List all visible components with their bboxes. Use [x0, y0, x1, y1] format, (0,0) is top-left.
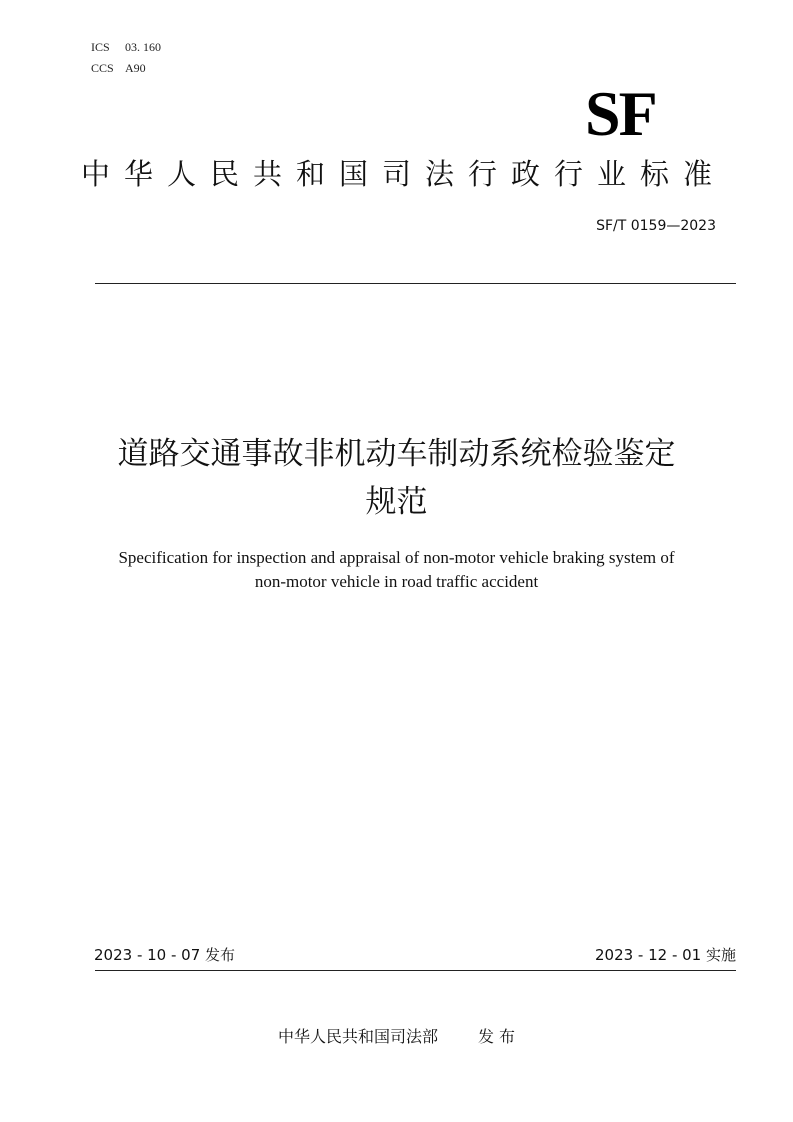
issuer-line — [0, 1024, 793, 1047]
title-english-line-1: Specification for inspection and appraisal of non-motor vehicle braking system of — [118, 548, 675, 567]
bottom-divider — [95, 970, 736, 971]
issue-date: 2023 - 10 - 07 发布 — [94, 946, 236, 964]
issuer-action: 发 布 — [477, 1027, 516, 1046]
title-english-line-2: non-motor vehicle in road traffic accident — [254, 572, 539, 591]
standard-type-heading: 中华人民共和国司法行政行业标准 — [80, 157, 726, 191]
ccs-value: A90 — [125, 61, 146, 75]
issuer-name: 中华人民共和国司法部 — [277, 1027, 438, 1046]
ics-code — [91, 40, 161, 55]
ccs-label: CCS — [91, 61, 114, 75]
ccs-code — [91, 61, 146, 76]
sf-logo: SF — [585, 78, 656, 149]
implementation-date: 2023 - 12 - 01 实施 — [594, 946, 736, 964]
title-chinese — [60, 430, 733, 526]
standard-number: SF/T 0159—2023 — [596, 218, 716, 234]
top-divider — [95, 283, 736, 284]
ics-label: ICS — [91, 40, 110, 54]
title-chinese-line-1: 道路交通事故非机动车制动系统检验鉴定 — [117, 436, 676, 472]
title-english — [40, 546, 753, 594]
title-chinese-line-2: 规范 — [365, 484, 428, 520]
ics-value: 03. 160 — [125, 40, 161, 54]
